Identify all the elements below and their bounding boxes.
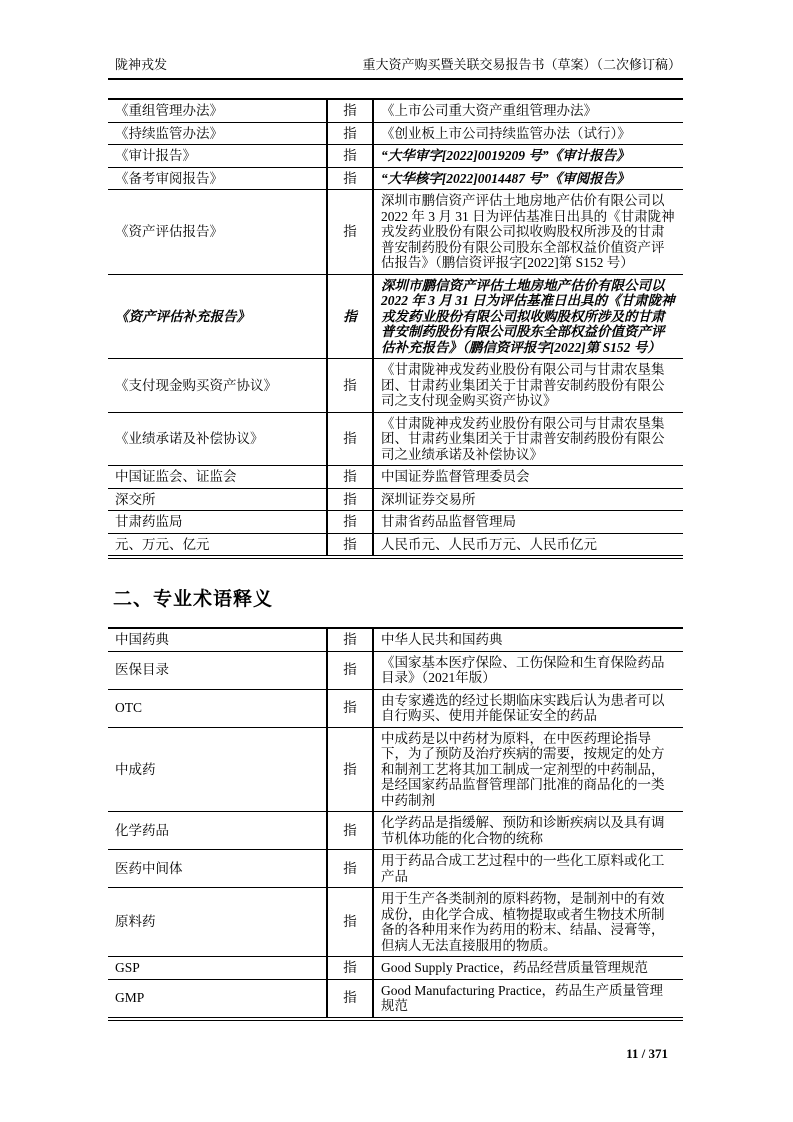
link-cell: 指 xyxy=(327,122,373,145)
table-row xyxy=(108,628,683,651)
link-cell: 指 xyxy=(327,727,373,812)
table-row xyxy=(108,888,683,957)
header-right-title: 重大资产购买暨关联交易报告书（草案）（二次修订稿） xyxy=(362,57,681,72)
table-row xyxy=(108,466,683,489)
link-cell: 指 xyxy=(327,812,373,850)
section-heading: 二、专业术语释义 xyxy=(113,589,274,610)
term-cell: GMP xyxy=(108,979,327,1019)
header-left-title: 陇神戎发 xyxy=(115,57,168,72)
link-cell: 指 xyxy=(327,850,373,888)
definition-cell: 用于生产各类制剂的原料药物，是制剂中的有效成份，由化学合成、植物提取或者生物技术所制备的各种用来作为药用的粉末、结晶、浸膏等，但病人无法直接服用的物质。 xyxy=(373,888,683,957)
link-cell: 指 xyxy=(327,99,373,122)
term-cell: 《审计报告》 xyxy=(108,145,327,168)
link-cell: 指 xyxy=(327,190,373,275)
definition-cell: 深圳市鹏信资产评估土地房地产估价有限公司以2022 年 3 月 31 日为评估基准日出具的《甘肃陇神戎发药业股份有限公司拟收购股权所涉及的甘肃普安制药股份有限公司股东全部权益价值资产评估补充报告》（鹏信资评报字[2022]第 S152 号） xyxy=(373,274,683,359)
term-cell: 中国证监会、证监会 xyxy=(108,466,327,489)
definition-cell: 由专家遴选的经过长期临床实践后认为患者可以自行购买、使用并能保证安全的药品 xyxy=(373,689,683,727)
link-cell: 指 xyxy=(327,511,373,534)
link-cell: 指 xyxy=(327,145,373,168)
definition-cell: 人民币元、人民币万元、人民币亿元 xyxy=(373,533,683,557)
definition-cell: 中国证券监督管理委员会 xyxy=(373,466,683,489)
table-row xyxy=(108,533,683,557)
table-row xyxy=(108,99,683,122)
table-row xyxy=(108,651,683,689)
definitions-table xyxy=(108,98,683,559)
term-cell: 医药中间体 xyxy=(108,850,327,888)
link-cell: 指 xyxy=(327,533,373,557)
term-cell: 《资产评估报告》 xyxy=(108,190,327,275)
definition-cell: 《甘肃陇神戎发药业股份有限公司与甘肃农垦集团、甘肃药业集团关于甘肃普安制药股份有限公司之支付现金购买资产协议》 xyxy=(373,359,683,413)
term-cell: OTC xyxy=(108,689,327,727)
definition-cell: 用于药品合成工艺过程中的一些化工原料或化工产品 xyxy=(373,850,683,888)
table-row xyxy=(108,122,683,145)
definition-cell: 《甘肃陇神戎发药业股份有限公司与甘肃农垦集团、甘肃药业集团关于甘肃普安制药股份有限公司之业绩承诺及补偿协议》 xyxy=(373,412,683,466)
definition-cell: 《创业板上市公司持续监管办法（试行）》 xyxy=(373,122,683,145)
definition-cell: Good Manufacturing Practice，药品生产质量管理规范 xyxy=(373,979,683,1019)
definition-cell: 《国家基本医疗保险、工伤保险和生育保险药品目录》（2021年版） xyxy=(373,651,683,689)
table-row xyxy=(108,689,683,727)
definition-cell: “大华核字[2022]0014487 号”《审阅报告》 xyxy=(373,167,683,190)
definition-cell: 深圳市鹏信资产评估土地房地产估价有限公司以2022 年 3 月 31 日为评估基准日出具的《甘肃陇神戎发药业股份有限公司拟收购股权所涉及的甘肃普安制药股份有限公司股东全部权益价值资产评估报告》（鹏信资评报字[2022]第 S152 号） xyxy=(373,190,683,275)
term-cell: 中国药典 xyxy=(108,628,327,651)
term-cell: 《业绩承诺及补偿协议》 xyxy=(108,412,327,466)
table-row xyxy=(108,979,683,1019)
term-cell: 中成药 xyxy=(108,727,327,812)
table-row xyxy=(108,190,683,275)
definition-cell: 中成药是以中药材为原料，在中医药理论指导下，为了预防及治疗疾病的需要，按规定的处方和制剂工艺将其加工制成一定剂型的中药制品，是经国家药品监督管理部门批准的商品化的一类中药制剂 xyxy=(373,727,683,812)
running-header xyxy=(108,57,683,80)
terms-table xyxy=(108,627,683,1021)
table-row xyxy=(108,850,683,888)
link-cell: 指 xyxy=(327,888,373,957)
link-cell: 指 xyxy=(327,466,373,489)
definition-cell: 化学药品是指缓解、预防和诊断疾病以及具有调节机体功能的化合物的统称 xyxy=(373,812,683,850)
link-cell: 指 xyxy=(327,167,373,190)
definition-cell: Good Supply Practice，药品经营质量管理规范 xyxy=(373,957,683,980)
link-cell: 指 xyxy=(327,628,373,651)
definition-cell: 《上市公司重大资产重组管理办法》 xyxy=(373,99,683,122)
table-row xyxy=(108,167,683,190)
term-cell: 医保目录 xyxy=(108,651,327,689)
link-cell: 指 xyxy=(327,412,373,466)
term-cell: 《资产评估补充报告》 xyxy=(108,274,327,359)
link-cell: 指 xyxy=(327,957,373,980)
definition-cell: 深圳证券交易所 xyxy=(373,488,683,511)
definition-cell: “大华审字[2022]0019209 号”《审计报告》 xyxy=(373,145,683,168)
table-row xyxy=(108,511,683,534)
link-cell: 指 xyxy=(327,274,373,359)
term-cell: 《持续监管办法》 xyxy=(108,122,327,145)
table-row xyxy=(108,727,683,812)
table-row xyxy=(108,812,683,850)
term-cell: 《重组管理办法》 xyxy=(108,99,327,122)
table-row xyxy=(108,145,683,168)
link-cell: 指 xyxy=(327,359,373,413)
link-cell: 指 xyxy=(327,488,373,511)
page-number: 11 / 371 xyxy=(626,1045,668,1061)
page-content xyxy=(108,0,683,1062)
term-cell: 《备考审阅报告》 xyxy=(108,167,327,190)
table-row xyxy=(108,274,683,359)
link-cell: 指 xyxy=(327,689,373,727)
term-cell: 原料药 xyxy=(108,888,327,957)
term-cell: GSP xyxy=(108,957,327,980)
link-cell: 指 xyxy=(327,651,373,689)
term-cell: 化学药品 xyxy=(108,812,327,850)
table-row xyxy=(108,957,683,980)
term-cell: 深交所 xyxy=(108,488,327,511)
definition-cell: 甘肃省药品监督管理局 xyxy=(373,511,683,534)
term-cell: 元、万元、亿元 xyxy=(108,533,327,557)
table-row xyxy=(108,359,683,413)
table-row xyxy=(108,488,683,511)
term-cell: 《支付现金购买资产协议》 xyxy=(108,359,327,413)
term-cell: 甘肃药监局 xyxy=(108,511,327,534)
definition-cell: 中华人民共和国药典 xyxy=(373,628,683,651)
link-cell: 指 xyxy=(327,979,373,1019)
table-row xyxy=(108,412,683,466)
